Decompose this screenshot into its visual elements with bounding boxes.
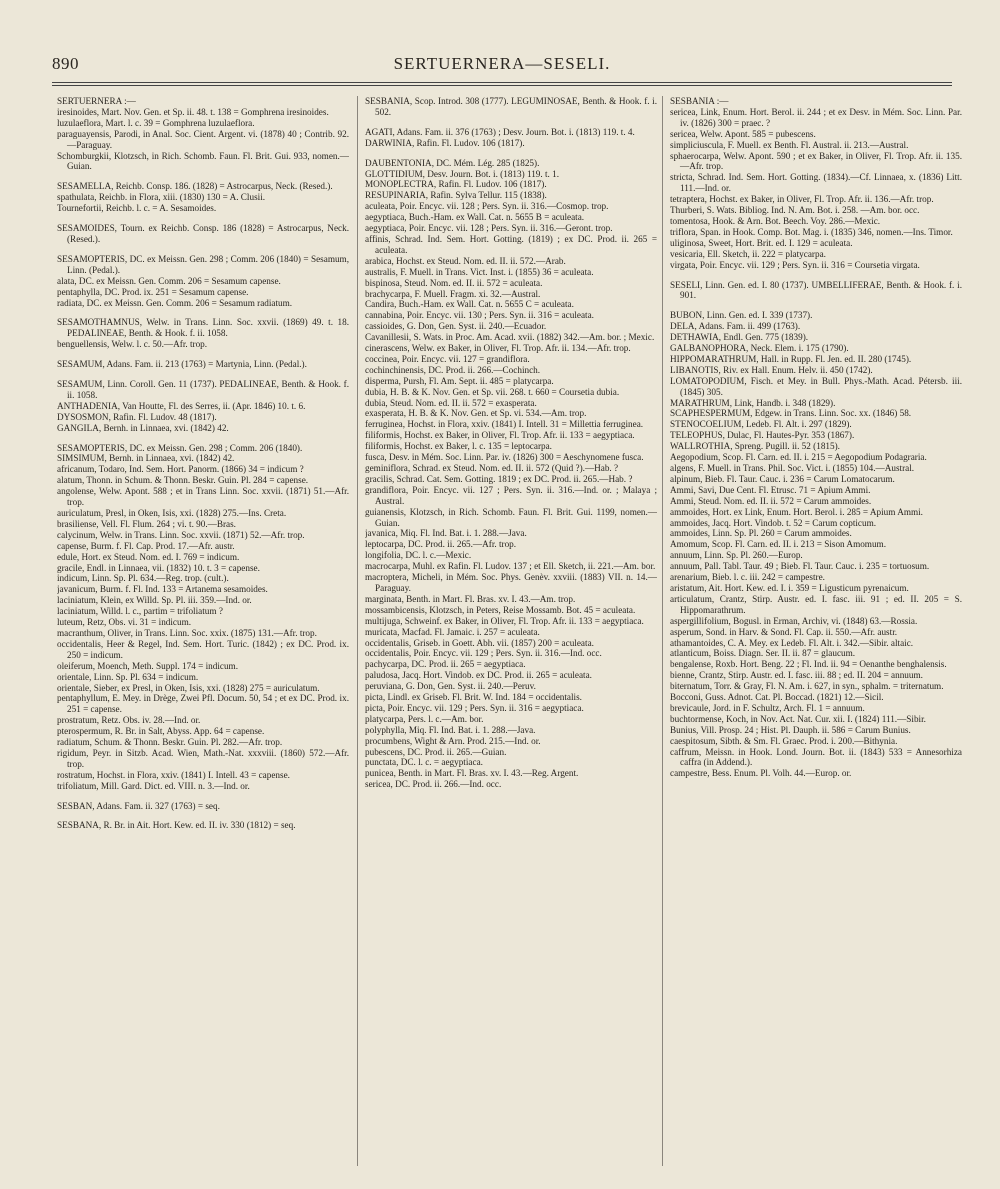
index-entry: paraguayensis, Parodi, in Anal. Soc. Cient. Argent. vi. (1878) 40 ; Contrib. 92.—Paraguay.: [57, 128, 349, 150]
index-entry: SESBANIA, Scop. Introd. 308 (1777). LEGUMINOSAE, Benth. & Hook. f. i. 502.: [365, 96, 657, 117]
column-divider: [662, 96, 663, 1166]
index-entry: filiformis, Hochst. ex Baker, l. c. 135 = leptocarpa.: [365, 441, 552, 452]
index-entry: filiformis, Hochst. ex Baker, in Oliver, Fl. Trop. Afr. ii. 133 = aegyptiaca.: [365, 430, 635, 441]
index-entry: uliginosa, Sweet, Hort. Brit. ed. I. 129 = aculeata.: [670, 237, 853, 248]
index-entry: STENOCOELIUM, Ledeb. Fl. Alt. i. 297 (1829).: [670, 419, 852, 430]
index-entry: muricata, Macfad. Fl. Jamaic. i. 257 = aculeata.: [365, 626, 540, 637]
index-entry: occidentalis, Griseb. in Goett. Abh. vii. (1857) 200 = aculeata.: [365, 637, 594, 648]
index-entry: algens, F. Muell. in Trans. Phil. Soc. Vict. i. (1855) 104.—Austral.: [670, 463, 915, 473]
running-head: SERTUERNERA—SESELI.: [393, 54, 611, 73]
index-entry: aegyptiaca, Poir. Encyc. vii. 128 ; Pers. Syn. ii. 316.—Geront. trop.: [365, 223, 613, 234]
index-entry: occidentalis, Heer & Regel, Ind. Sem. Hort. Turic. (1842) ; ex DC. Prod. ix. 250 = indicum.: [57, 638, 349, 660]
index-entry: vesicaria, Ell. Sketch, ii. 222 = platycarpa.: [670, 248, 826, 259]
index-entry: bengalense, Roxb. Hort. Beng. 22 ; Fl. Ind. ii. 94 = Oenanthe benghalensis.: [670, 659, 947, 670]
index-entry: orientale, Sieber, ex Presl, in Oken, Isis, xxi. (1828) 275 = auriculatum.: [57, 682, 320, 693]
index-entry: sericea, Link, Enum. Hort. Berol. ii. 244 ; et ex Desv. in Mém. Soc. Linn. Par. iv. (1826) 300 = praec. ?: [670, 106, 962, 128]
index-entry: trifoliatum, Mill. Gard. Dict. ed. VIII. n. 3.—Ind. or.: [57, 780, 250, 791]
index-entry: polyphylla, Miq. Fl. Ind. Bat. i. 1. 288.—Java.: [365, 724, 536, 735]
index-entry: brevicaule, Jord. in F. Schultz, Arch. Fl. 1 = annuum.: [670, 702, 865, 713]
index-entry: capense, Burm. f. Fl. Cap. Prod. 17.—Afr. austr.: [57, 540, 235, 551]
index-entry: macranthum, Oliver, in Trans. Linn. Soc. xxix. (1875) 131.—Afr. trop.: [57, 627, 317, 638]
index-entry: MONOPLECTRA, Rafin. Fl. Ludov. 106 (1817).: [365, 179, 547, 190]
index-entry: pentaphylla, DC. Prod. ix. 251 = Sesamum capense.: [57, 286, 249, 297]
index-entry: fusca, Desv. in Mém. Soc. Linn. Par. iv. (1826) 300 = Aeschynomene fusca.: [365, 452, 644, 463]
index-entry: affinis, Schrad. Ind. Sem. Hort. Gotting. (1819) ; ex DC. Prod. ii. 265 = aculeata.: [365, 233, 657, 255]
index-entry: guianensis, Klotzsch, in Rich. Schomb. Faun. Fl. Brit. Gui. 1199, nomen.—Guian.: [365, 506, 657, 528]
index-entry: athamantoides, C. A. Mey. ex Ledeb. Fl. Alt. i. 342.—Sibir. altaic.: [670, 637, 914, 648]
index-entry: leptocarpa, DC. Prod. ii. 265.—Afr. trop.: [365, 539, 517, 550]
index-entry: TELEOPHUS, Dulac, Fl. Hautes-Pyr. 353 (1867).: [670, 430, 855, 441]
index-entry: SESAMOPTERIS, DC. ex Meissn. Gen. 298 ; Comm. 206 (1840) = Sesamum, Linn. (Pedal.).: [57, 253, 349, 275]
index-entry: alatum, Thonn. in Schum. & Thonn. Beskr. Guin. Pl. 284 = capense.: [57, 475, 309, 486]
index-entry: cinerascens, Welw. ex Baker, in Oliver, Fl. Trop. Afr. ii. 134.—Afr. trop.: [365, 343, 631, 354]
index-entry: javanica, Miq. Fl. Ind. Bat. i. 1. 288.—Java.: [365, 528, 527, 539]
index-entry: Schomburgkii, Klotzsch, in Rich. Schomb. Faun. Fl. Brit. Gui. 933, nomen.—Guian.: [57, 150, 349, 172]
index-entry: SIMSIMUM, Bernh. in Linnaea, xvi. (1842) 42.: [57, 453, 235, 464]
index-entry: DAUBENTONIA, DC. Mém. Lég. 285 (1825).: [365, 157, 540, 168]
index-entry: gracilis, Schrad. Cat. Sem. Gotting. 1819 ; ex DC. Prod. ii. 265.—Hab. ?: [365, 473, 633, 484]
column-2: [365, 96, 657, 1176]
index-entry: luteum, Retz, Obs. vi. 31 = indicum.: [57, 617, 192, 628]
index-entry: simpliciuscula, F. Muell. ex Benth. Fl. Austral. ii. 213.—Austral.: [670, 139, 909, 150]
index-entry: Ammi, Steud. Nom. ed. II. ii. 572 = Carum ammoides.: [670, 495, 872, 506]
index-entry: asperum, Sond. in Harv. & Sond. Fl. Cap. ii. 550.—Afr. austr.: [670, 626, 898, 637]
index-entry: aristatum, Ait. Hort. Kew. ed. I. i. 359 = Ligusticum pyrenaicum.: [670, 582, 909, 593]
index-entry: DYSOSMON, Rafin. Fl. Ludov. 48 (1817).: [57, 411, 217, 422]
index-entry: paludosa, Jacq. Hort. Vindob. ex DC. Prod. ii. 265 = aculeata.: [365, 670, 592, 681]
index-entry: DELA, Adans. Fam. ii. 499 (1763).: [670, 321, 801, 332]
index-entry: triflora, Span. in Hook. Comp. Bot. Mag. i. (1835) 346, nomen.—Ins. Timor.: [670, 226, 953, 237]
header-rule: [52, 82, 952, 83]
index-entry: SCAPHESPERMUM, Edgew. in Trans. Linn. Soc. xx. (1846) 58.: [670, 408, 912, 419]
column-1: [57, 96, 349, 1176]
index-entry: AGATI, Adans. Fam. ii. 376 (1763) ; Desv. Journ. Bot. i. (1813) 119. t. 4.: [365, 126, 635, 137]
index-entry: ammoides, Hort. ex Link, Enum. Hort. Berol. i. 285 = Apium Ammi.: [670, 506, 923, 517]
index-entry: aculeata, Poir. Encyc. vii. 128 ; Pers. Syn. ii. 316.—Cosmop. trop.: [365, 201, 609, 212]
index-entry: ANTHADENIA, Van Houtte, Fl. des Serres, ii. (Apr. 1846) 10. t. 6.: [57, 400, 306, 411]
index-entry: annuum, Pall. Tabl. Taur. 49 ; Bieb. Fl. Taur. Cauc. i. 235 = tortuosum.: [670, 561, 930, 572]
index-entry: macroptera, Micheli, in Mém. Soc. Phys. Genèv. xxviii. (1883) VII. n. 14.—Paraguay.: [365, 572, 657, 593]
index-entry: sericea, DC. Prod. ii. 266.—Ind. occ.: [365, 779, 502, 790]
index-entry: aspergillifolium, Bogusl. in Erman, Archiv, vi. (1848) 63.—Rossia.: [670, 615, 918, 626]
index-entry: SESAMUM, Adans. Fam. ii. 213 (1763) = Martynia, Linn. (Pedal.).: [57, 359, 307, 370]
index-entry: laciniatum, Klein, ex Willd. Sp. Pl. iii. 359.—Ind. or.: [57, 595, 252, 606]
index-entry: MARATHRUM, Link, Handb. i. 348 (1829).: [670, 397, 836, 408]
index-entry: alata, DC. ex Meissn. Gen. Comm. 206 = Sesamum capense.: [57, 275, 281, 286]
index-entry: benguellensis, Welw. l. c. 50.—Afr. trop.: [57, 339, 208, 350]
index-entry: Ammi, Savi, Due Cent. Fl. Etrusc. 71 = Apium Ammi.: [670, 484, 871, 495]
index-entry: WALLROTHIA, Spreng. Pugill. ii. 52 (1815).: [670, 441, 840, 452]
index-entry: Amomum, Scop. Fl. Carn. ed. II. i. 213 = Sison Amomum.: [670, 539, 886, 550]
index-entry: pachycarpa, DC. Prod. ii. 265 = aegyptiaca.: [365, 659, 526, 670]
index-entry: multijuga, Schweinf. ex Baker, in Oliver, Fl. Trop. Afr. ii. 133 = aegyptiaca.: [365, 615, 644, 626]
index-entry: ferruginea, Hochst. in Flora, xxiv. (1841) I. Intell. 31 = Millettia ferruginea.: [365, 419, 644, 430]
index-entry: SESAMOTHAMNUS, Welw. in Trans. Linn. Soc. xxvii. (1869) 49. t. 18. PEDALINEAE, Benth. & Hook. f. ii. 1058.: [57, 317, 349, 339]
index-entry: buchtormense, Koch, in Nov. Act. Nat. Cur. xii. I. (1824) 111.—Sibir.: [670, 713, 926, 724]
index-entry: annuum, Linn. Sp. Pl. 260.—Europ.: [670, 550, 803, 561]
index-entry: Aegopodium, Scop. Fl. Carn. ed. II. i. 215 = Aegopodium Podagraria.: [670, 452, 927, 463]
index-entry: caespitosum, Sibth. & Sm. Fl. Graec. Prod. i. 200.—Bithynia.: [670, 735, 898, 746]
index-entry: brachycarpa, F. Muell. Fragm. xi. 32.—Austral.: [365, 288, 541, 299]
index-entry: peruviana, G. Don, Gen. Syst. ii. 240.—Peruv.: [365, 681, 536, 692]
index-entry: marginata, Benth. in Mart. Fl. Bras. xv. I. 43.—Am. trop.: [365, 593, 576, 604]
index-entry: picta, Lindl. ex Griseb. Fl. Brit. W. Ind. 184 = occidentalis.: [365, 692, 582, 703]
index-entry: grandiflora, Poir. Encyc. vii. 127 ; Pers. Syn. ii. 316.—Ind. or. ; Malaya ; Austral.: [365, 484, 657, 506]
index-entry: bispinosa, Steud. Nom. ed. II. ii. 572 = aculeata.: [365, 277, 543, 288]
index-entry: LIBANOTIS, Riv. ex Hall. Enum. Helv. ii. 450 (1742).: [670, 364, 873, 375]
index-entry: HIPPOMARATHRUM, Hall. in Rupp. Fl. Jen. ed. II. 280 (1745).: [670, 353, 912, 364]
index-entry: oleiferum, Moench, Meth. Suppl. 174 = indicum.: [57, 660, 238, 671]
index-entry: geminiflora, Schrad. ex Steud. Nom. ed. II. ii. 572 (Quid ?).—Hab. ?: [365, 463, 619, 473]
index-entry: gracile, Endl. in Linnaea, vii. (1832) 10. t. 3 = capense.: [57, 562, 260, 573]
index-entry: coccinea, Poir. Encyc. vii. 127 = grandiflora.: [365, 353, 530, 364]
index-entry: auriculatum, Presl, in Oken, Isis, xxi. (1828) 275.—Ins. Creta.: [57, 508, 287, 518]
index-entry: SESBAN, Adans. Fam. ii. 327 (1763) = seq.: [57, 800, 220, 811]
index-entry: occidentalis, Poir. Encyc. vii. 129 ; Pers. Syn. ii. 316.—Ind. occ.: [365, 648, 602, 659]
index-entry: caffrum, Meissn. in Hook. Lond. Journ. Bot. ii. (1843) 533 = Annesorhiza caffra (in Addend.).: [670, 746, 962, 768]
index-entry: Bunius, Vill. Prosp. 24 ; Hist. Pl. Dauph. ii. 586 = Carum Bunius.: [670, 724, 911, 735]
index-entry: SESAMUM, Linn. Coroll. Gen. 11 (1737). PEDALINEAE, Benth. & Hook. f. ii. 1058.: [57, 379, 349, 400]
index-entry: rostratum, Hochst. in Flora, xxiv. (1841) I. Intell. 43 = capense.: [57, 769, 290, 780]
index-entry: SESBANA, R. Br. in Ait. Hort. Kew. ed. II. iv. 330 (1812) = seq.: [57, 820, 296, 831]
index-entry: DETHAWIA, Endl. Gen. 775 (1839).: [670, 332, 809, 343]
index-entry: GLOTTIDIUM, Desv. Journ. Bot. i. (1813) 119. t. 1.: [365, 168, 560, 179]
index-entry: javanicum, Burm. f. Fl. Ind. 133 = Artanema sesamoides.: [57, 584, 268, 595]
index-entry: sericea, Welw. Apont. 585 = pubescens.: [670, 128, 816, 139]
index-entry: luzulaeflora, Mart. l. c. 39 = Gomphrena luzulaeflora.: [57, 117, 255, 128]
index-entry: stricta, Schrad. Ind. Sem. Hort. Gotting. (1834).—Cf. Linnaea, x. (1836) Litt. 111.—Ind. or.: [670, 172, 962, 194]
index-entry: africanum, Todaro, Ind. Sem. Hort. Panorm. (1866) 34 = indicum ?: [57, 464, 304, 475]
index-entry: tomentosa, Hook. & Arn. Bot. Beech. Voy. 286.—Mexic.: [670, 215, 881, 226]
index-entry: exasperata, H. B. & K. Nov. Gen. et Sp. vi. 534.—Am. trop.: [365, 408, 587, 419]
index-entry: SESAMOPTERIS, DC. ex Meissn. Gen. 298 ; Comm. 206 (1840).: [57, 442, 303, 453]
index-entry: iresinoides, Mart. Nov. Gen. et Sp. ii. 48. t. 138 = Gomphrena iresinoides.: [57, 106, 329, 117]
index-entry: calycinum, Welw. in Trans. Linn. Soc. xxvii. (1871) 52.—Afr. trop.: [57, 529, 305, 540]
index-entry: brasiliense, Vell. Fl. Flum. 264 ; vi. t. 90.—Bras.: [57, 518, 236, 529]
index-entry: GANGILA, Bernh. in Linnaea, xvi. (1842) 42.: [57, 422, 229, 433]
index-entry: cannabina, Poir. Encyc. vii. 130 ; Pers. Syn. ii. 316 = aculeata.: [365, 310, 594, 321]
index-entry: tetraptera, Hochst. ex Baker, in Oliver, Fl. Trop. Afr. ii. 136.—Afr. trop.: [670, 194, 934, 205]
index-entry: laciniatum, Willd. l. c., partim = trifoliatum ?: [57, 606, 223, 617]
index-entry: SESBANIA :—: [670, 96, 729, 106]
index-entry: prostratum, Retz. Obs. iv. 28.—Ind. or.: [57, 715, 201, 726]
page-header: [52, 54, 952, 78]
index-entry: cassioides, G. Don, Gen. Syst. ii. 240.—Ecuador.: [365, 321, 547, 332]
index-entry: dubia, H. B. & K. Nov. Gen. et Sp. vii. 268. t. 660 = Coursetia dubia.: [365, 386, 620, 397]
index-entry: mossambicensis, Klotzsch, in Peters, Reise Mossamb. Bot. 45 = aculeata.: [365, 604, 636, 615]
index-entry: disperma, Pursh, Fl. Am. Sept. ii. 485 = platycarpa.: [365, 375, 554, 386]
index-entry: LOMATOPODIUM, Fisch. et Mey. in Bull. Phys.-Math. Acad. Pétersb. iii. (1845) 305.: [670, 375, 962, 397]
index-entry: cochinchinensis, DC. Prod. ii. 266.—Cochinch.: [365, 364, 541, 375]
index-entry: BUBON, Linn. Gen. ed. I. 339 (1737).: [670, 310, 813, 321]
index-entry: orientale, Linn. Sp. Pl. 634 = indicum.: [57, 671, 199, 682]
index-entry: australis, F. Muell. in Trans. Vict. Inst. i. (1855) 36 = aculeata.: [365, 266, 594, 277]
page-number: 890: [52, 54, 79, 73]
index-entry: edule, Hort. ex Steud. Nom. ed. I. 769 = indicum.: [57, 551, 240, 562]
header-rule-double: [52, 85, 952, 86]
index-entry: longifolia, DC. l. c.—Mexic.: [365, 550, 472, 561]
index-entry: angolense, Welw. Apont. 588 ; et in Trans Linn. Soc. xxvii. (1871) 51.—Afr. trop.: [57, 486, 349, 508]
index-entry: pterospermum, R. Br. in Salt, Abyss. App. 64 = capense.: [57, 726, 265, 737]
index-entry: radiatum, Schum. & Thonn. Beskr. Guin. Pl. 282.—Afr. trop.: [57, 737, 283, 748]
index-entry: platycarpa, Pers. l. c.—Am. bor.: [365, 713, 484, 724]
index-entry: Candira, Buch.-Ham. ex Wall. Cat. n. 5655 C = aculeata.: [365, 299, 574, 310]
index-entry: dubia, Steud. Nom. ed. II. ii. 572 = exasperata.: [365, 397, 537, 408]
index-entry: atlanticum, Boiss. Diagn. Ser. II. ii. 87 = glaucum.: [670, 648, 856, 659]
index-entry: macrocarpa, Muhl. ex Rafin. Fl. Ludov. 137 ; et Ell. Sketch, ii. 221.—Am. bor.: [365, 561, 656, 572]
index-entry: radiata, DC. ex Meissn. Gen. Comm. 206 = Sesamum radiatum.: [57, 297, 293, 308]
index-entry: SESAMOIDES, Tourn. ex Reichb. Consp. 186 (1828) = Astrocarpus, Neck. (Resed.).: [57, 223, 349, 244]
index-entry: ammoides, Jacq. Hort. Vindob. t. 52 = Carum copticum.: [670, 517, 877, 528]
index-entry: SESAMELLA, Reichb. Consp. 186. (1828) = Astrocarpus, Neck. (Resed.).: [57, 181, 333, 192]
index-entry: GALBANOPHORA, Neck. Elem. i. 175 (1790).: [670, 343, 849, 354]
index-entry: alpinum, Bieb. Fl. Taur. Cauc. i. 236 = Carum Lomatocarum.: [670, 473, 895, 484]
index-entry: articulatum, Crantz, Stirp. Austr. ed. I. fasc. iii. 91 ; ed. II. 205 = S. Hippomarathrum.: [670, 593, 962, 615]
index-entry: sphaerocarpa, Welw. Apont. 590 ; et ex Baker, in Oliver, Fl. Trop. Afr. ii. 135.—Afr. trop.: [670, 150, 962, 172]
index-entry: pubescens, DC. Prod. ii. 265.—Guian.: [365, 746, 507, 757]
index-entry: picta, Poir. Encyc. vii. 129 ; Pers. Syn. ii. 316 = aegyptiaca.: [365, 702, 584, 713]
index-entry: DARWINIA, Rafin. Fl. Ludov. 106 (1817).: [365, 137, 525, 148]
column-3: [670, 96, 962, 1176]
index-entry: arabica, Hochst. ex Steud. Nom. ed. II. ii. 572.—Arab.: [365, 255, 566, 266]
index-entry: procumbens, Wight & Arn. Prod. 215.—Ind. or.: [365, 735, 541, 746]
index-entry: Bocconi, Guss. Adnot. Cat. Pl. Boccad. (1821) 12.—Sicil.: [670, 692, 884, 703]
index-entry: Cavanillesii, S. Wats. in Proc. Am. Acad. xvii. (1882) 342.—Am. bor. ; Mexic.: [365, 332, 655, 343]
index-entry: punctata, DC. l. c. = aegyptiaca.: [365, 757, 483, 768]
index-entry: indicum, Linn. Sp. Pl. 634.—Reg. trop. (cult.).: [57, 573, 229, 584]
index-entry: bienne, Crantz, Stirp. Austr. ed. I. fasc. iii. 88 ; ed. II. 204 = annuum.: [670, 670, 923, 681]
index-entry: spathulata, Reichb. in Flora, xiii. (1830) 130 = A. Clusii.: [57, 192, 266, 203]
index-entry: rigidum, Peyr. in Sitzb. Acad. Wien, Math.-Nat. xxxviii. (1860) 572.—Afr. trop.: [57, 747, 349, 769]
index-entry: campestre, Bess. Enum. Pl. Volh. 44.—Europ. or.: [670, 768, 852, 779]
index-entry: SESELI, Linn. Gen. ed. I. 80 (1737). UMBELLIFERAE, Benth. & Hook. f. i. 901.: [670, 279, 962, 301]
index-entry: punicea, Benth. in Mart. Fl. Bras. xv. I. 43.—Reg. Argent.: [365, 768, 579, 779]
index-entry: ammoides, Linn. Sp. Pl. 260 = Carum ammoides.: [670, 528, 852, 539]
index-entry: arenarium, Bieb. l. c. iii. 242 = campestre.: [670, 572, 825, 583]
index-entry: biternatum, Torr. & Gray, Fl. N. Am. i. 627, in syn., sphalm. = triternatum.: [670, 681, 944, 692]
index-entry: RESUPINARIA, Rafin. Sylva Tellur. 115 (1838).: [365, 190, 547, 201]
index-entry: virgata, Poir. Encyc. vii. 129 ; Pers. Syn. ii. 316 = Coursetia virgata.: [670, 259, 920, 270]
column-divider: [357, 96, 358, 1166]
index-entry: pentaphyllum, E. Mey. in Drège, Zwei Pfl. Docum. 50, 54 ; et ex DC. Prod. ix. 251 = capense.: [57, 693, 349, 715]
index-entry: aegyptiaca, Buch.-Ham. ex Wall. Cat. n. 5655 B = aculeata.: [365, 212, 585, 223]
index-entry: Thurberi, S. Wats. Bibliog. Ind. N. Am. Bot. i. 258. —Am. bor. occ.: [670, 205, 920, 216]
index-entry: Tournefortii, Reichb. l. c. = A. Sesamoides.: [57, 203, 217, 214]
index-entry: SERTUERNERA :—: [57, 96, 136, 106]
